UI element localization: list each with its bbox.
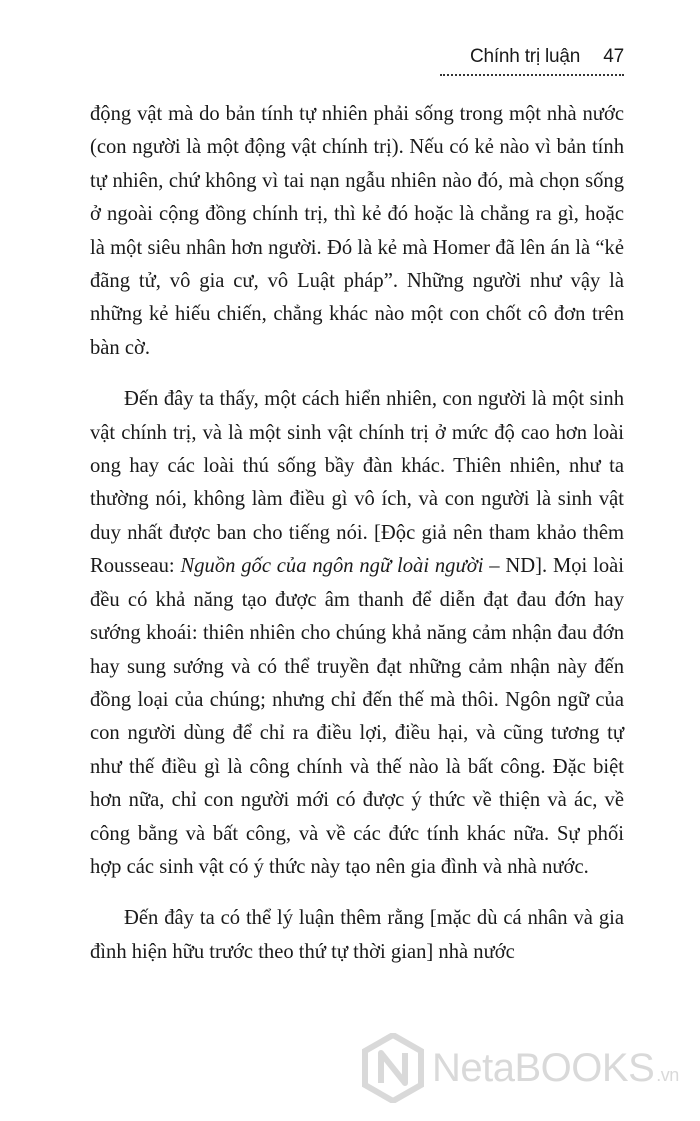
header-dotted-rule: [440, 74, 624, 76]
watermark-text: [432, 1046, 679, 1091]
paragraph-2-part-b: – ND]. Mọi loài đều có khả năng tạo được âm thanh để diễn đạt đau đớn hay sướng khoái: thiên nhiên cho chúng khả năng cảm nhận đau đớn hay sung sướng và có thể truyền đạt những cảm nhận này đến đồng loại của chúng; nhưng chỉ đến thế mà thôi. Ngôn ngữ của con người dùng để chỉ ra điều lợi, điều hại, và cũng tương tự như thế điều gì là công chính và thế nào là bất công. Đặc biệt hơn nữa, chỉ con người mới có được ý thức về thiện và ác, về công bằng và bất công, và về các đức tính khác nữa. Sự phối hợp các sinh vật có ý thức này tạo nên gia đình và nhà nước.: [90, 555, 624, 878]
watermark-brand: NetaBOOKS: [432, 1045, 655, 1090]
paragraph-1: động vật mà do bản tính tự nhiên phải sống trong một nhà nước (con người là một động vật chính trị). Nếu có kẻ nào vì bản tính tự nhiên, chứ không vì tai nạn ngẫu nhiên nào đó, mà chọn sống ở ngoài cộng đồng chính trị, thì kẻ đó hoặc là chẳng ra gì, hoặc là một siêu nhân hơn người. Đó là kẻ mà Homer đã lên án là “kẻ đãng tử, vô gia cư, vô Luật pháp”. Những người như vậy là những kẻ hiếu chiến, chẳng khác nào một con chốt cô đơn trên bàn cờ.: [90, 103, 624, 359]
running-header: [470, 46, 624, 68]
paragraph-3: Đến đây ta có thể lý luận thêm rằng [mặc dù cá nhân và gia đình hiện hữu trước theo thứ tự thời gian] nhà nước: [90, 907, 624, 963]
netabooks-watermark: [362, 1028, 692, 1108]
watermark-suffix: .vn: [656, 1064, 679, 1085]
paragraph-2: [90, 383, 624, 884]
paragraph-2-part-a: Đến đây ta thấy, một cách hiển nhiên, con người là một sinh vật chính trị, và là một sinh vật chính trị ở mức độ cao hơn loài ong hay các loài thú sống bầy đàn khác. Thiên nhiên, như ta thường nói, không làm điều gì vô ích, và con người là sinh vật duy nhất được ban cho tiếng nói. [Độc giả nên tham khảo thêm Rousseau:: [90, 388, 624, 578]
book-title: Chính trị luận: [469, 46, 581, 67]
body-text: [90, 98, 624, 987]
cited-book-title: Nguồn gốc của ngôn ngữ loài người: [180, 555, 484, 578]
netabooks-logo-icon: [362, 1033, 424, 1103]
page-number: 47: [603, 46, 624, 67]
